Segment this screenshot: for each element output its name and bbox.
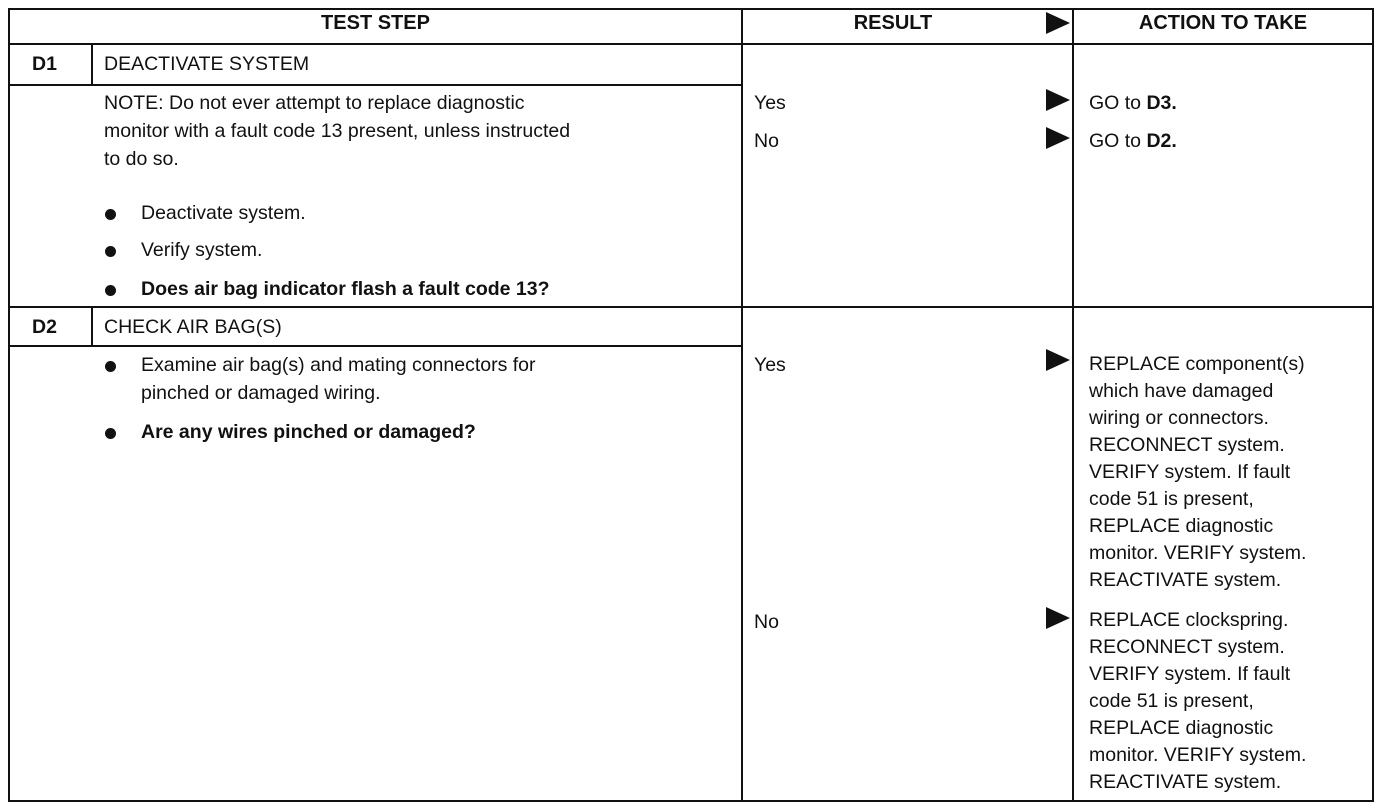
border-left [8, 8, 10, 802]
d1-note-line: monitor with a fault code 13 present, unless instructed [104, 120, 571, 142]
d1-step-title: DEACTIVATE SYSTEM [104, 53, 310, 75]
d1-title-underline [8, 84, 743, 86]
border-top [8, 8, 1374, 10]
action-line: REPLACE diagnostic [1089, 717, 1274, 739]
result-arrow-icon [1046, 127, 1070, 149]
d2-bullet-text: Examine air bag(s) and mating connectors for [141, 354, 536, 376]
header-test-step: TEST STEP [321, 12, 430, 34]
d1-action-yes [1089, 90, 1177, 117]
d1-bullet-text: Deactivate system. [141, 202, 306, 224]
d1-result-no: No [754, 130, 779, 152]
action-step-ref: D2. [1146, 130, 1177, 152]
bullet-icon [105, 428, 116, 439]
action-line: which have damaged [1089, 380, 1274, 402]
header-action: ACTION TO TAKE [1138, 12, 1308, 34]
result-arrow-icon [1046, 349, 1070, 371]
d1-bullet-text: Verify system. [141, 239, 263, 261]
action-line: VERIFY system. If fault [1089, 663, 1291, 685]
d2-id-divider [91, 307, 93, 346]
d2-step-title: CHECK AIR BAG(S) [104, 316, 282, 338]
border-right [1372, 8, 1374, 802]
d1-note-line: NOTE: Do not ever attempt to replace diagnostic [104, 92, 525, 114]
d1-step-id: D1 [32, 53, 57, 75]
header-result: RESULT [853, 12, 933, 34]
header-arrow-icon [1046, 12, 1070, 34]
action-line: wiring or connectors. [1089, 407, 1269, 429]
bullet-icon [105, 209, 116, 220]
d1-bullet-question: Does air bag indicator flash a fault code 13? [141, 278, 550, 300]
result-arrow-icon [1046, 607, 1070, 629]
header-divider [8, 43, 1374, 45]
result-arrow-icon [1046, 89, 1070, 111]
bullet-icon [105, 246, 116, 257]
action-line: REACTIVATE system. [1089, 569, 1282, 591]
action-line: monitor. VERIFY system. [1089, 542, 1307, 564]
action-prefix: GO to [1089, 130, 1147, 152]
d2-yes-action [1089, 351, 1306, 594]
d2-title-underline [8, 345, 743, 347]
d2-result-no: No [754, 611, 779, 633]
d2-bullet-question: Are any wires pinched or damaged? [141, 421, 476, 443]
d2-result-yes: Yes [754, 354, 786, 376]
border-bottom [8, 800, 1374, 802]
d1-note-line: to do so. [104, 148, 179, 170]
row-divider-d2 [8, 306, 1374, 308]
d1-id-divider [91, 44, 93, 85]
bullet-icon [105, 361, 116, 372]
action-line: REACTIVATE system. [1089, 771, 1282, 793]
action-line: REPLACE diagnostic [1089, 515, 1274, 537]
d1-result-yes: Yes [754, 92, 786, 114]
col-divider-result [741, 8, 743, 802]
action-line: REPLACE clockspring. [1089, 609, 1289, 631]
action-line: RECONNECT system. [1089, 636, 1285, 658]
d1-action-no [1089, 128, 1177, 155]
action-line: monitor. VERIFY system. [1089, 744, 1307, 766]
d2-step-id: D2 [32, 316, 57, 338]
action-line: code 51 is present, [1089, 488, 1254, 510]
action-line: RECONNECT system. [1089, 434, 1285, 456]
action-step-ref: D3. [1146, 92, 1177, 114]
bullet-icon [105, 285, 116, 296]
action-line: VERIFY system. If fault [1089, 461, 1291, 483]
action-line: code 51 is present, [1089, 690, 1254, 712]
action-prefix: GO to [1089, 92, 1147, 114]
d2-bullet-text: pinched or damaged wiring. [141, 382, 381, 404]
action-line: REPLACE component(s) [1089, 353, 1305, 375]
col-divider-action [1072, 8, 1074, 802]
d2-no-action [1089, 607, 1306, 796]
